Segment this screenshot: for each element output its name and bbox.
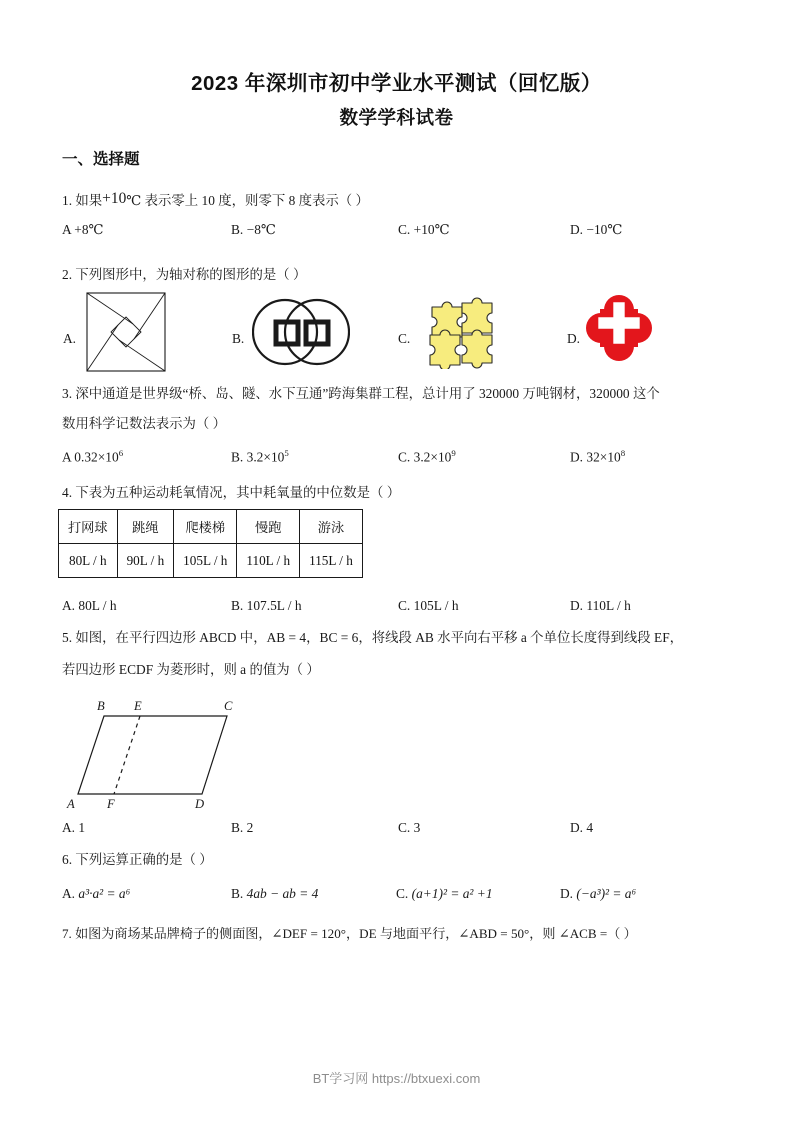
question-6-stem: 6. 下列运算正确的是（ ） <box>62 852 213 867</box>
section-title: 一、选择题 <box>62 151 140 168</box>
svg-text:A: A <box>67 797 75 811</box>
q5-opt-a-label: A. <box>62 820 76 835</box>
q6-opt-d-label: D. <box>560 886 574 901</box>
question-2-figures <box>0 289 793 375</box>
q1-unit: ℃ <box>126 193 142 208</box>
q4-opt-a-text: 80L / h <box>78 598 117 613</box>
q3-opt-a-mantissa: 0.32 <box>74 449 98 465</box>
question-1-option-a[interactable] <box>62 222 104 238</box>
table-header-cell: 慢跑 <box>237 510 300 544</box>
question-1-option-d[interactable] <box>570 222 622 238</box>
q3-opt-b-exp: 5 <box>284 448 289 458</box>
question-5-option-d[interactable] <box>570 820 593 836</box>
svg-text:C: C <box>224 699 233 713</box>
table-header-cell: 游泳 <box>300 510 363 544</box>
q3-opt-b-mantissa: 3.2 <box>246 449 264 465</box>
question-3-stem-line1: 3. 深中通道是世界级“桥、岛、隧、水下互通”跨海集群工程，总计用了 320000 万吨钢材，320000 这个 <box>62 386 660 401</box>
q1-lead: 1. 如果 <box>62 193 103 208</box>
q3-opt-d-mantissa: 32 <box>586 449 600 465</box>
question-2-stem: 2. 下列图形中，为轴对称的图形的是（ ） <box>62 267 307 282</box>
question-4-option-c[interactable] <box>398 598 459 614</box>
svg-text:B: B <box>97 699 105 713</box>
q6-opt-b-label: B. <box>231 886 244 901</box>
question-2-option-c-label[interactable]: C. <box>398 331 411 346</box>
svg-text:E: E <box>134 699 142 713</box>
q5-opt-c-label: C. <box>398 820 411 835</box>
page-subtitle: 数学学科试卷 <box>339 107 454 128</box>
oxygen-consumption-table <box>58 509 363 578</box>
table-header-cell: 爬楼梯 <box>174 510 237 544</box>
q1-opt-b-label: B. <box>231 222 244 237</box>
q3-opt-c-label: C. <box>398 449 411 465</box>
q3-opt-d-exp: 8 <box>620 448 626 458</box>
q5-opt-a-text: 1 <box>78 820 86 835</box>
q4-opt-a-label: A. <box>62 598 76 613</box>
q5-opt-d-label: D. <box>570 820 584 835</box>
question-6-option-a[interactable] <box>62 886 130 902</box>
q4-opt-c-label: C. <box>398 598 411 613</box>
q1-tail: 表示零上 10 度，则零下 8 度表示（ ） <box>144 193 369 208</box>
table-value-cell: 80L / h <box>59 544 118 578</box>
q5-opt-c-text: 3 <box>413 820 421 835</box>
q5-opt-b-text: 2 <box>246 820 254 835</box>
table-value-cell: 105L / h <box>174 544 237 578</box>
q3-opt-d-label: D. <box>570 449 584 465</box>
question-4-stem: 4. 下表为五种运动耗氧情况，其中耗氧量的中位数是（ ） <box>62 485 401 500</box>
q3-opt-a-exp: 6 <box>118 448 124 458</box>
q4-opt-d-text: 110L / h <box>586 598 631 613</box>
q6-opt-a-expr: a³·a² = a⁶ <box>78 886 131 901</box>
question-2-option-a-label[interactable]: A. <box>63 331 77 346</box>
question-7-stem: 7. 如图为商场某品牌椅子的侧面图，∠DEF = 120°，DE 与地面平行，∠ABD = 50°，则 ∠ACB =（ ） <box>62 926 637 941</box>
pinwheel-square-figure <box>85 291 167 378</box>
question-3-option-b[interactable] <box>231 448 289 465</box>
question-5-option-c[interactable] <box>398 820 420 836</box>
q1-opt-d-label: D. <box>570 222 584 237</box>
question-5-option-a[interactable] <box>62 820 85 836</box>
q1-opt-a-label: A <box>62 222 71 237</box>
question-1-option-b[interactable] <box>231 222 276 238</box>
question-2-option-d-label[interactable]: D. <box>567 331 581 346</box>
question-5-stem-line1: 5. 如图，在平行四边形 ABCD 中，AB = 4，BC = 6，将线段 AB 水平向右平移 a 个单位长度得到线段 EF， <box>62 630 684 645</box>
q3-opt-b-label: B. <box>231 449 244 465</box>
q6-opt-c-label: C. <box>396 886 409 901</box>
red-quatrefoil-cross-figure <box>586 295 652 366</box>
q3-opt-a-label: A <box>62 449 71 465</box>
svg-text:F: F <box>107 797 115 811</box>
question-3-option-c[interactable] <box>398 448 456 465</box>
q1-opt-c-text: +10℃ <box>413 222 450 237</box>
table-row-values <box>59 544 363 578</box>
site-watermark: BT学习网 https://btxuexi.com <box>312 1071 481 1086</box>
question-5-stem-line2: 若四边形 ECDF 为菱形时，则 a 的值为（ ） <box>62 662 320 677</box>
question-6-option-d[interactable] <box>560 886 636 902</box>
question-4-option-b[interactable] <box>231 598 302 614</box>
q1-opt-d-text: −10℃ <box>586 222 623 237</box>
q1-opt-b-text: −8℃ <box>246 222 276 237</box>
question-4-option-d[interactable] <box>570 598 631 614</box>
q4-opt-b-text: 107.5L / h <box>246 598 302 613</box>
two-circles-two-squares-figure <box>252 293 350 376</box>
parallelogram-abcd-figure <box>62 694 322 814</box>
table-header-cell: 打网球 <box>59 510 118 544</box>
svg-text:D: D <box>195 797 205 811</box>
question-3-option-d[interactable] <box>570 448 625 465</box>
table-row-headers <box>59 510 363 544</box>
q3-opt-c-times: ×10 <box>430 449 452 465</box>
q6-opt-c-expr: (a+1)² = a² +1 <box>411 886 493 901</box>
q6-opt-a-label: A. <box>62 886 76 901</box>
table-value-cell: 110L / h <box>237 544 300 578</box>
question-4-option-a[interactable] <box>62 598 117 614</box>
table-value-cell: 90L / h <box>117 544 174 578</box>
q1-opt-a-text: +8℃ <box>74 222 104 237</box>
q4-opt-d-label: D. <box>570 598 584 613</box>
question-3-stem-line2: 数用科学记数法表示为（ ） <box>62 416 227 431</box>
q6-opt-d-expr: (−a³)² = a⁶ <box>576 886 637 901</box>
q3-opt-b-times: ×10 <box>263 449 285 465</box>
q4-opt-b-label: B. <box>231 598 244 613</box>
table-value-cell: 115L / h <box>300 544 363 578</box>
q3-opt-c-exp: 9 <box>451 448 456 458</box>
q1-opt-c-label: C. <box>398 222 411 237</box>
question-2-option-b-label[interactable]: B. <box>232 331 245 346</box>
jigsaw-puzzle-figure <box>424 295 500 374</box>
question-5-option-b[interactable] <box>231 820 253 836</box>
q5-opt-b-label: B. <box>231 820 244 835</box>
q3-opt-c-mantissa: 3.2 <box>413 449 431 465</box>
question-6-option-b[interactable] <box>231 886 318 902</box>
question-1-stem <box>62 189 369 210</box>
question-1-option-c[interactable] <box>398 222 450 238</box>
q6-opt-b-expr: 4ab − ab = 4 <box>246 886 319 901</box>
question-6-option-c[interactable] <box>396 886 493 902</box>
q3-opt-d-times: ×10 <box>599 449 621 465</box>
q5-opt-d-text: 4 <box>586 820 594 835</box>
q1-value: +10 <box>102 190 127 207</box>
q4-opt-c-text: 105L / h <box>413 598 459 613</box>
q3-opt-a-times: ×10 <box>97 449 119 465</box>
table-header-cell: 跳绳 <box>117 510 174 544</box>
question-3-option-a[interactable] <box>62 448 123 465</box>
page-title: 2023 年深圳市初中学业水平测试（回忆版） <box>191 72 602 95</box>
